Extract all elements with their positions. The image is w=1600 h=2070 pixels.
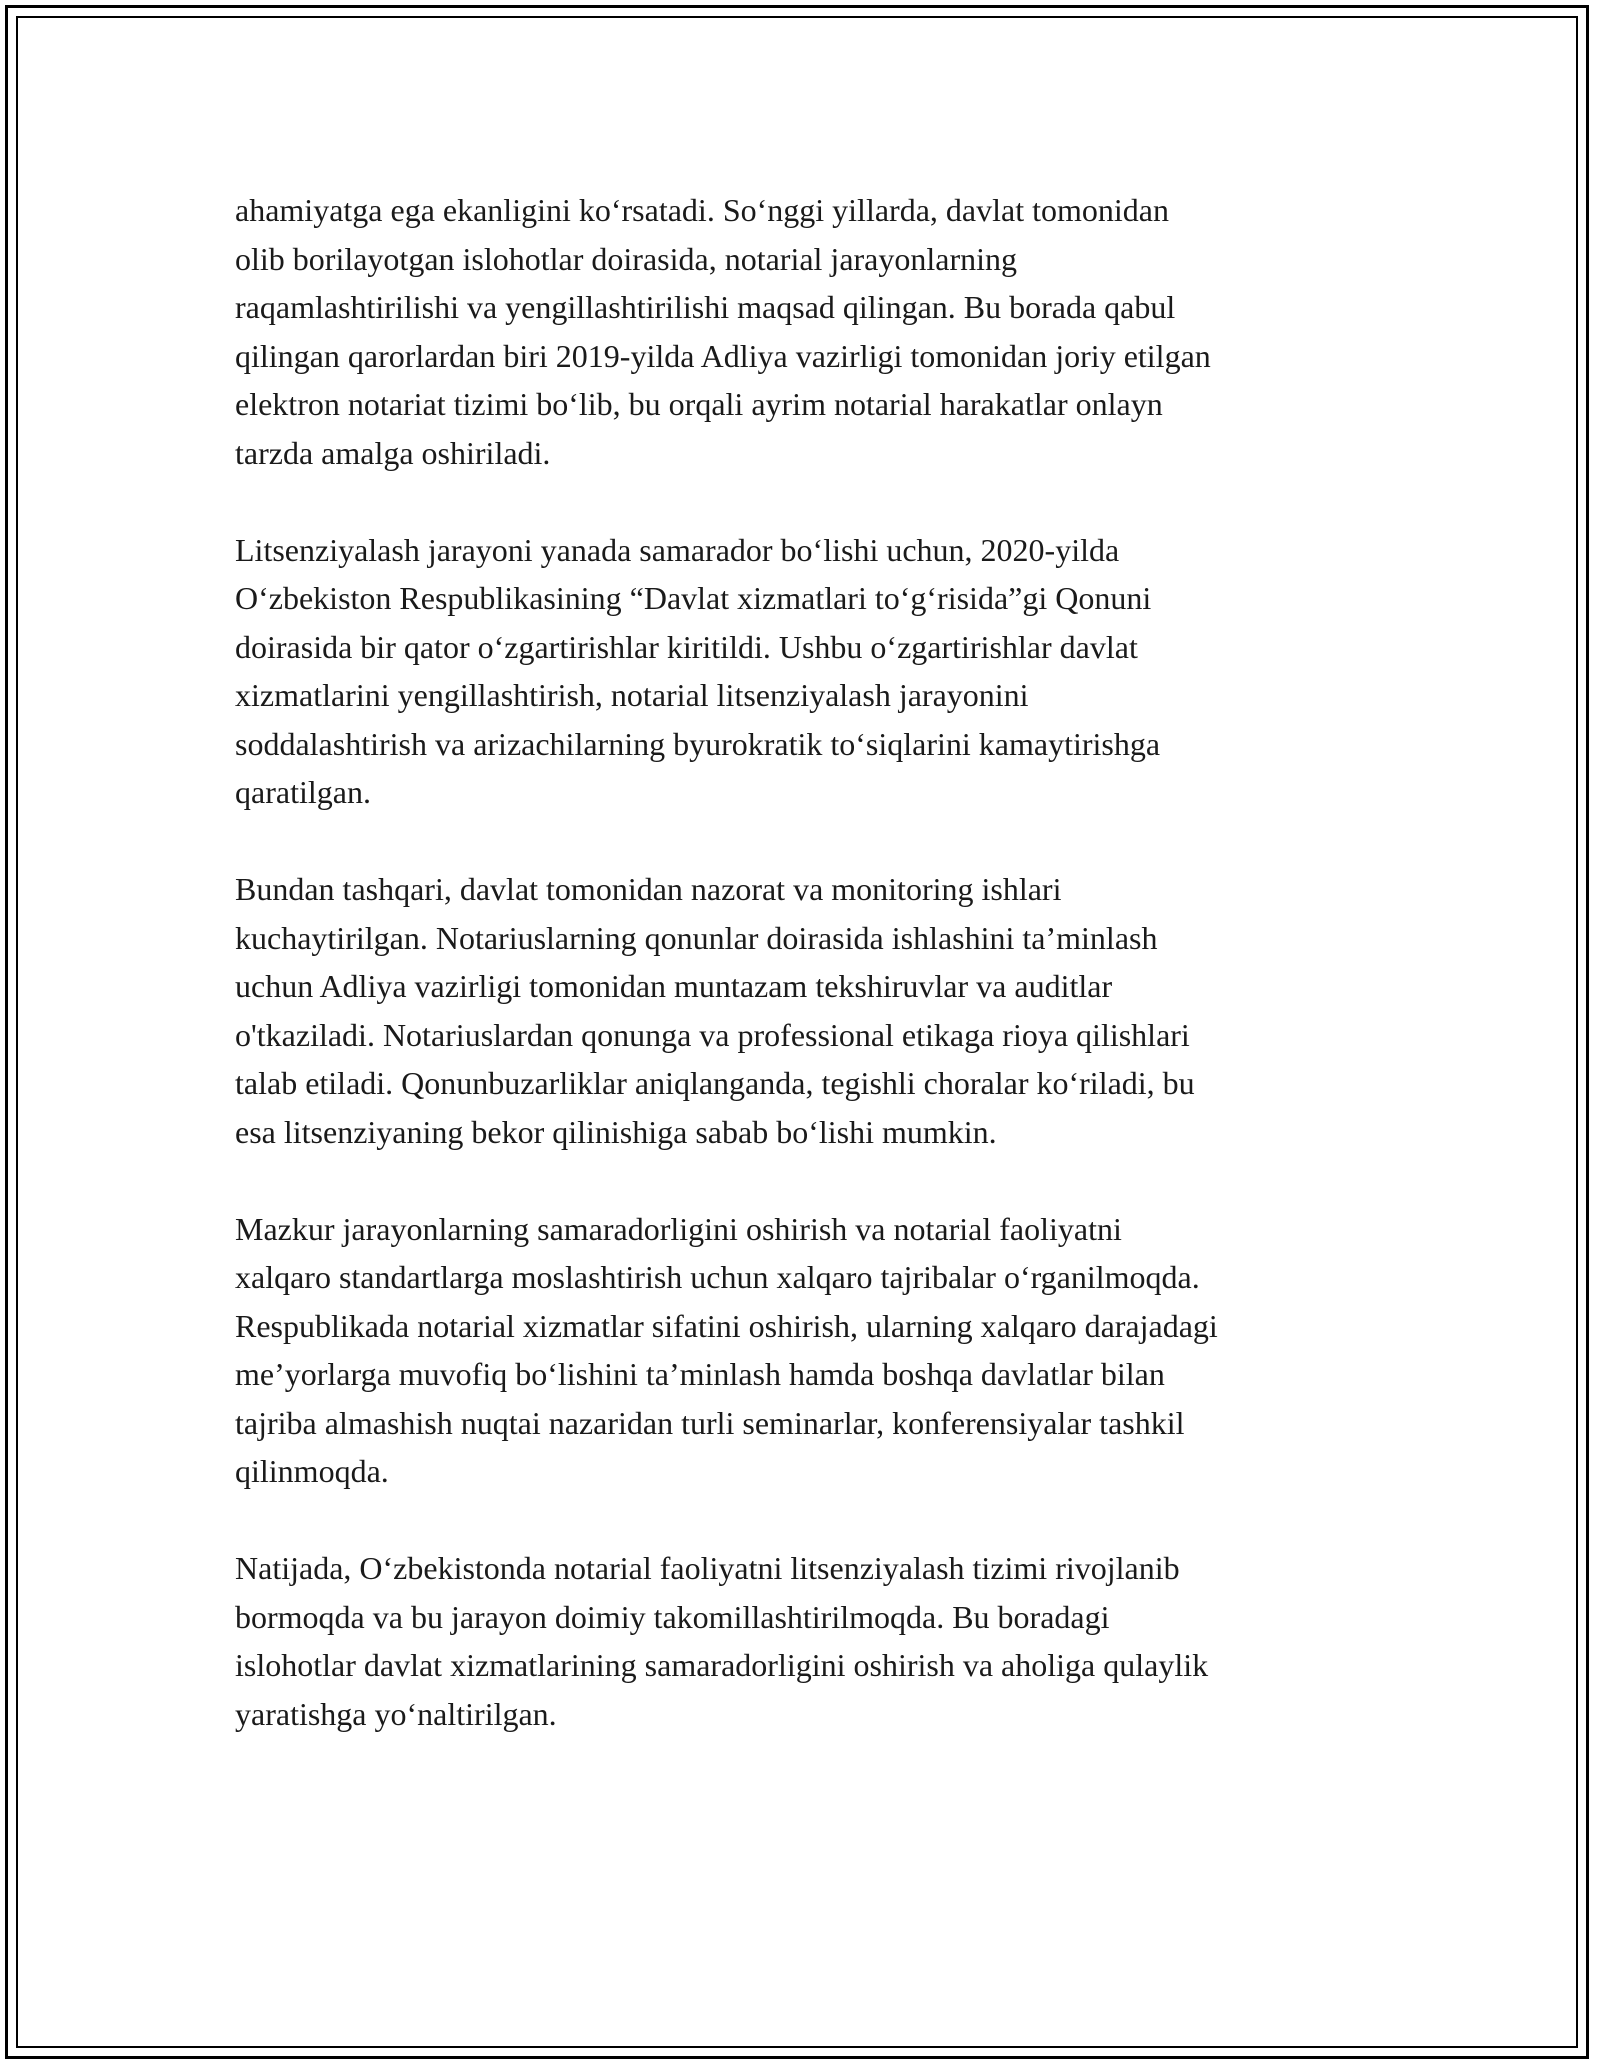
text-line: me’yorlarga muvofiq bo‘lishini ta’minlash hamda boshqa davlatlar bilan [235,1356,1165,1392]
text-line: qilinmoqda. [235,1453,389,1489]
text-line: Respublikada notarial xizmatlar sifatini oshirish, ularning xalqaro darajadagi [235,1307,1218,1344]
text-line: uchun Adliya vazirligi tomonidan muntazam tekshiruvlar va auditlar [235,968,1113,1004]
text-line: o'tkaziladi. Notariuslardan qonunga va professional etikaga rioya qilishlari [235,1016,1190,1053]
text-line: tajriba almashish nuqtai nazaridan turli seminarlar, konferensiyalar tashkil [235,1404,1185,1441]
paragraph [235,526,1370,817]
text-line: yaratishga yo‘naltirilgan. [235,1695,557,1732]
text-line: Litsenziyalash jarayoni yanada samarador bo‘lishi uchun, 2020-yilda [235,531,1120,568]
text-line: Natijada, O‘zbekistonda notarial faoliyatni litsenziyalash tizimi rivojlanib [235,1550,1180,1586]
text-line: esa litsenziyaning bekor qilinishiga sabab bo‘lishi mumkin. [235,1113,997,1150]
text-line: soddalashtirish va arizachilarning byurokratik to‘siqlarini kamaytirishga [235,725,1161,762]
text-line: xalqaro standartlarga moslashtirish uchun xalqaro tajribalar o‘rganilmoqda. [235,1259,1200,1295]
paragraph [235,186,1370,477]
text-line: tarzda amalga oshiriladi. [235,434,551,471]
text-line: Mazkur jarayonlarning samaradorligini oshirish va notarial faoliyatni [235,1210,1122,1247]
paragraph [235,865,1370,1156]
paragraph [235,1544,1370,1738]
text-line: islohotlar davlat xizmatlarining samaradorligini oshirish va aholiga qulaylik [235,1647,1209,1683]
text-line: bormoqda va bu jarayon doimiy takomillashtirilmoqda. Bu boradagi [235,1598,1110,1635]
paragraph [235,1205,1370,1496]
text-line: olib borilayotgan islohotlar doirasida, notarial jarayonlarning [235,240,1018,277]
text-line: elektron notariat tizimi bo‘lib, bu orqali ayrim notarial harakatlar onlayn [235,386,1163,422]
text-line: Bundan tashqari, davlat tomonidan nazorat va monitoring ishlari [235,871,1062,907]
text-line: xizmatlarini yengillashtirish, notarial litsenziyalash jarayonini [235,677,1029,713]
text-line: ahamiyatga ega ekanligini ko‘rsatadi. So‘nggi yillarda, davlat tomonidan [235,192,1169,228]
document-body [235,186,1370,1787]
text-line: doirasida bir qator o‘zgartirishlar kiritildi. Ushbu o‘zgartirishlar davlat [235,628,1138,665]
text-line: qaratilgan. [235,774,371,810]
text-line: raqamlashtirilishi va yengillashtirilishi maqsad qilingan. Bu borada qabul [235,289,1176,325]
text-line: kuchaytirilgan. Notariuslarning qonunlar doirasida ishlashini ta’minlash [235,919,1158,956]
text-line: talab etiladi. Qonunbuzarliklar aniqlanganda, tegishli choralar ko‘riladi, bu [235,1065,1195,1101]
text-line: qilingan qarorlardan biri 2019-yilda Adliya vazirligi tomonidan joriy etilgan [235,337,1211,374]
text-line: O‘zbekiston Respublikasining “Davlat xizmatlari to‘g‘risida”gi Qonuni [235,580,1152,616]
